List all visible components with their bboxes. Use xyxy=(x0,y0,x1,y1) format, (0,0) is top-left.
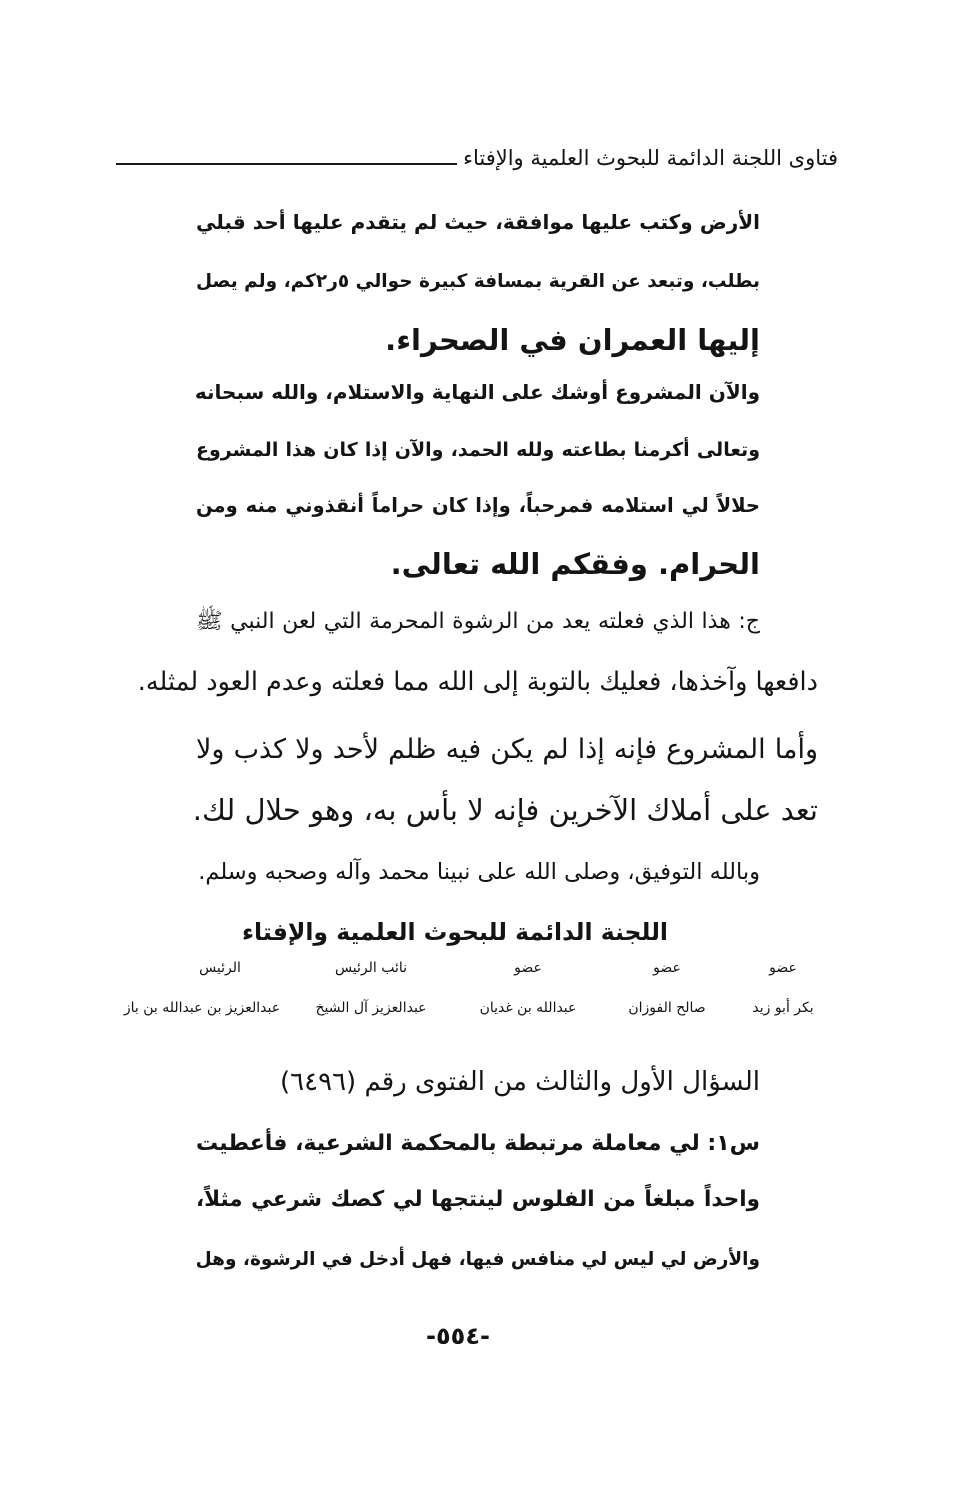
member-name: بكر أبو زيد xyxy=(752,1000,814,1016)
answer-line: ج: هذا الذي فعلته يعد من الرشوة المحرمة التي لعن النبي ﷺ xyxy=(196,609,760,634)
body-line: وتعالى أكرمنا بطاعته ولله الحمد، والآن إذا كان هذا المشروع xyxy=(196,439,760,461)
member-role: عضو xyxy=(653,960,681,976)
question-line: س١: لي معاملة مرتبطة بالمحكمة الشرعية، فأعطيت xyxy=(196,1131,760,1156)
member-role: عضو xyxy=(514,960,542,976)
running-head xyxy=(116,138,838,178)
body-line: بطلب، وتبعد عن القرية بمسافة كبيرة حوالي ٥ر٢كم، ولم يصل xyxy=(196,271,760,292)
question-heading: السؤال الأول والثالث من الفتوى رقم (٦٤٩٦) xyxy=(280,1067,760,1097)
member-role: عضو xyxy=(769,960,797,976)
member-role: نائب الرئيس xyxy=(334,960,408,976)
body-line: والآن المشروع أوشك على النهاية والاستلام، والله سبحانه xyxy=(194,380,760,404)
answer-line: وأما المشروع فإنه إذا لم يكن فيه ظلم لأحد ولا كذب ولا xyxy=(196,734,818,765)
body-line: الأرض وكتب عليها موافقة، حيث لم يتقدم عليها أحد قبلي xyxy=(196,210,760,234)
committee-title: اللجنة الدائمة للبحوث العلمية والإفتاء xyxy=(242,918,668,946)
member-name: عبدالعزيز آل الشيخ xyxy=(315,1000,427,1016)
body-line: الحرام. وفقكم الله تعالى. xyxy=(390,547,760,581)
question-line: واحداً مبلغاً من الفلوس لينتجها لي كصك شرعي مثلاً، xyxy=(196,1187,760,1212)
member-role: الرئيس xyxy=(199,960,241,976)
answer-line: دافعها وآخذها، فعليك بالتوبة إلى الله مما فعلته وعدم العود لمثله. xyxy=(137,667,818,697)
closing-line: وبالله التوفيق، وصلى الله على نبينا محمد وآله وصحبه وسلم. xyxy=(198,859,760,885)
header-rule xyxy=(116,163,457,165)
answer-line: تعد على أملاك الآخرين فإنه لا بأس به، وهو حلال لك. xyxy=(192,793,818,827)
member-name: صالح الفوزان xyxy=(628,1000,706,1016)
member-name: عبدالله بن غديان xyxy=(479,1000,577,1016)
running-head-title: فتاوى اللجنة الدائمة للبحوث العلمية والإفتاء xyxy=(463,146,838,170)
body-line: إليها العمران في الصحراء. xyxy=(385,323,760,357)
page-number: -٥٥٤- xyxy=(426,1322,490,1350)
question-line: والأرض لي ليس لي منافس فيها، فهل أدخل في الرشوة، وهل xyxy=(195,1249,760,1270)
member-name: عبدالعزيز بن عبدالله بن باز xyxy=(123,1000,281,1016)
body-line: حلالاً لي استلامه فمرحباً، وإذا كان حراماً أنقذوني منه ومن xyxy=(196,494,760,517)
